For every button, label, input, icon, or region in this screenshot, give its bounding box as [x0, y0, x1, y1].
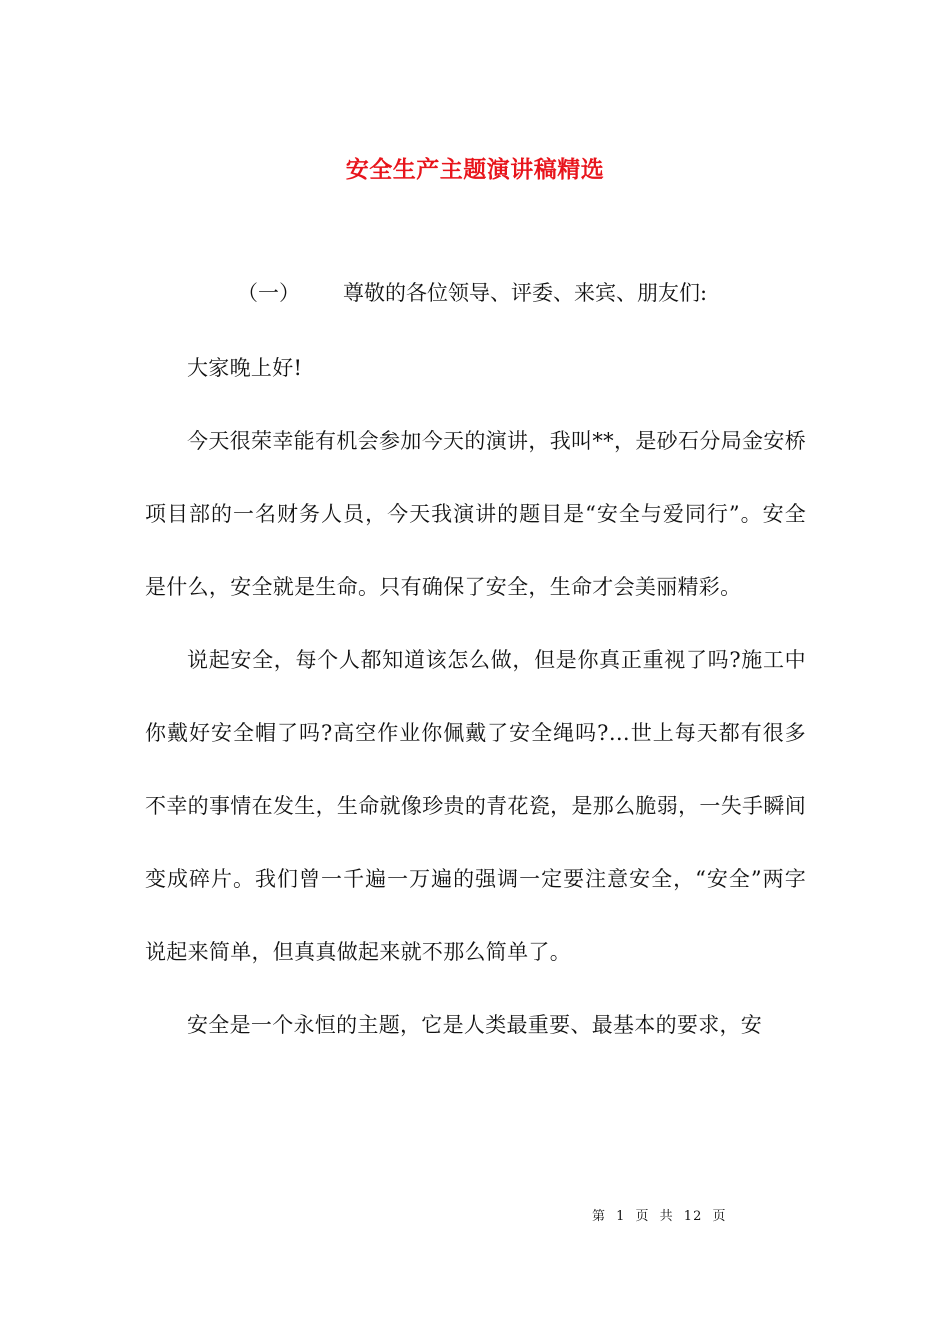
section-number: （一） [237, 281, 300, 305]
document-title: 安全生产主题演讲稿精选 [345, 156, 605, 184]
paragraph-safety-questions: 说起安全，每个人都知道该怎么做，但是你真正重视了吗?施工中你戴好安全帽了吗?高空作业你佩戴了安全绳吗?…世上每天都有很多不幸的事情在发生，生命就像珍贵的青花瓷，是那么脆弱，一失手瞬间变成碎片。我们曾一千遍一万遍的强调一定要注意安全，“安全”两字说起来简单，但真真做起来就不那么简单了。 [145, 648, 806, 964]
salutation-line [0, 276, 950, 310]
paragraph-greeting: 大家晚上好! [187, 356, 303, 380]
salutation-text: 尊敬的各位领导、评委、来宾、朋友们: [343, 281, 708, 305]
page-number-footer: 第 1 页 共 12 页 [592, 1209, 727, 1224]
paragraph-introduction: 今天很荣幸能有机会参加今天的演讲，我叫**，是砂石分局金安桥项目部的一名财务人员，今天我演讲的题目是“安全与爱同行”。安全是什么，安全就是生命。只有确保了安全，生命才会美丽精彩。 [145, 429, 806, 599]
document-body [145, 332, 806, 1062]
paragraph-eternal-theme: 安全是一个永恒的主题，它是人类最重要、最基本的要求，安 [187, 1013, 763, 1037]
